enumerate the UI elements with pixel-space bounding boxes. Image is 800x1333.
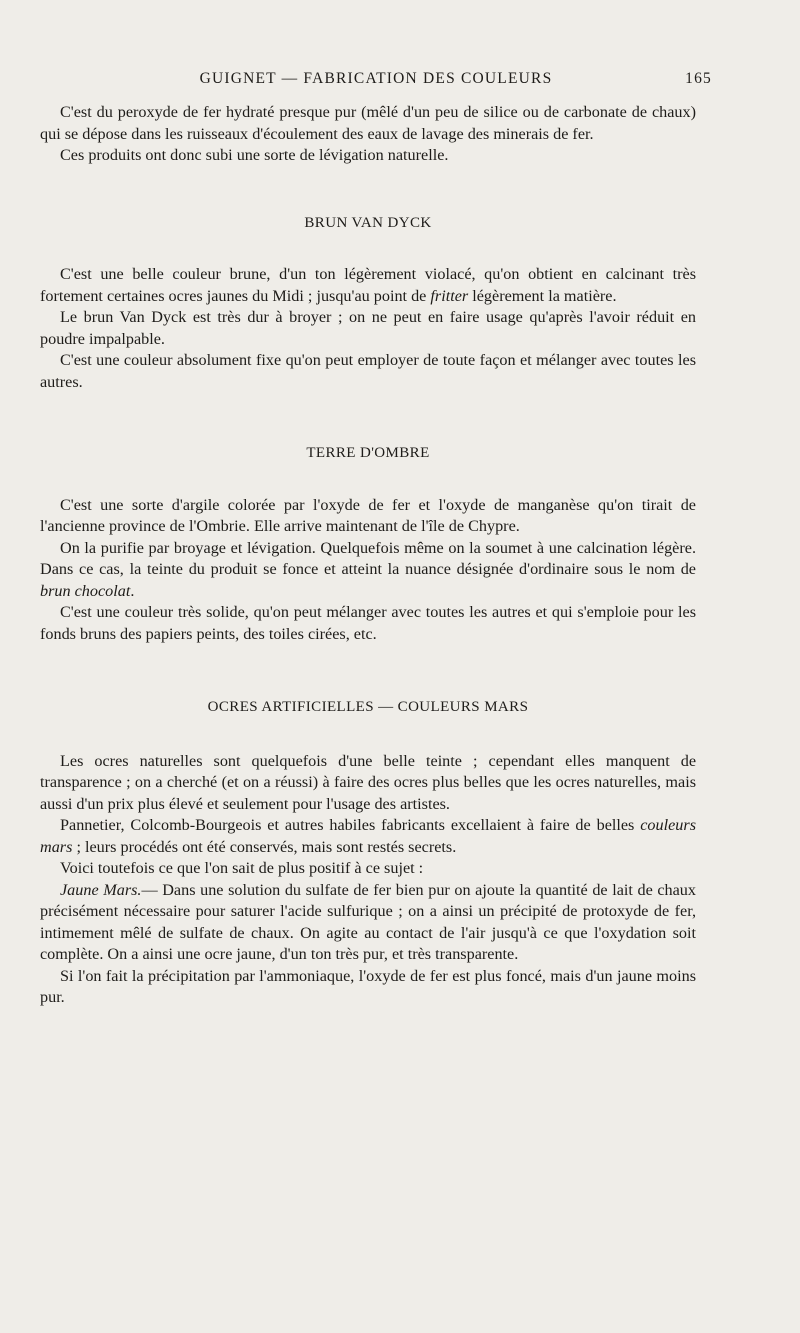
text-run: légèrement la matière. — [468, 286, 617, 305]
page-number: 165 — [685, 70, 712, 87]
paragraph: Le brun Van Dyck est très dur à broyer ; on ne peut en faire usage qu'après l'avoir réduit en poudre impalpable. — [40, 308, 696, 348]
paragraph: Voici toutefois ce que l'on sait de plus positif à ce sujet : — [60, 859, 424, 877]
text-run: Pannetier, Colcomb-Bourgeois et autres habiles fabricants excellaient à faire de belles — [60, 816, 641, 834]
italic-term: couleurs mars — [40, 816, 696, 856]
paragraph — [40, 815, 696, 858]
paragraph — [40, 880, 696, 966]
paragraph: Les ocres naturelles sont quelquefois d'une belle teinte ; cependant elles manquent de transparence ; on a cherché (et on a réussi) à faire des ocres plus belles que les ocres naturelles, mais aussi d'un prix plus élevé et seulement pour l'usage des artistes. — [40, 751, 696, 813]
paragraph: C'est une couleur très solide, qu'on peut mélanger avec toutes les autres et qui s'emploie pour les fonds bruns des papiers peints, des toiles cirées, etc. — [40, 603, 696, 643]
section-heading-terre-d-ombre: TERRE D'OMBRE — [306, 445, 430, 461]
running-title: GUIGNET — FABRICATION DES COULEURS — [199, 70, 553, 87]
section-heading-brun-van-dyck: BRUN VAN DYCK — [304, 214, 432, 231]
paragraph: C'est du peroxyde de fer hydraté presque pur (mêlé d'un peu de silice ou de carbonate de chaux) qui se dépose dans les ruisseaux d'écoulement des eaux de lavage des minerais de fer. — [40, 103, 696, 143]
text-run: — Dans une solution du sulfate de fer bien pur on ajoute la quantité de lait de chaux précisément nécessaire pour saturer l'acide sulfurique ; on a ainsi un précipité de protoxyde de fer, intimement mêlé de sulfate de chaux. On agite au contact de l'air jusqu'à ce que l'oxydation soit complète. On a ainsi une ocre jaune, d'un ton très pur, et très transparente. — [40, 880, 696, 963]
paragraph — [40, 538, 696, 603]
text-run: C'est une belle couleur brune, d'un ton légèrement violacé, qu'on obtient en calcinant très fortement certaines ocres jaunes du Midi ; jusqu'au point de — [40, 265, 696, 305]
paragraph: C'est une sorte d'argile colorée par l'oxyde de fer et l'oxyde de manganèse qu'on tirait de l'ancienne province de l'Ombrie. Elle arrive maintenant de l'île de Chypre. — [40, 495, 696, 535]
italic-term: brun chocolat — [40, 581, 131, 600]
paragraph — [40, 264, 696, 307]
italic-term: fritter — [430, 286, 469, 305]
text-run: . — [130, 581, 135, 600]
text-run: ; leurs procédés ont été conservés, mais sont restés secrets. — [72, 837, 457, 856]
paragraph: Ces produits ont donc subi une sorte de lévigation naturelle. — [60, 146, 449, 164]
page-body — [40, 102, 696, 1009]
italic-term: Jaune Mars. — [60, 880, 142, 899]
text-run: On la purifie par broyage et lévigation. Quelquefois même on la soumet à une calcination légère. Dans ce cas, la teinte du produit se fonce et atteint la nuance désignée d'ordinaire sous le nom de — [40, 538, 696, 578]
paragraph: C'est une couleur absolument fixe qu'on peut employer de toute façon et mélanger avec toutes les autres. — [40, 351, 696, 391]
paragraph: Si l'on fait la précipitation par l'ammoniaque, l'oxyde de fer est plus foncé, mais d'un jaune moins pur. — [40, 966, 696, 1006]
section-heading-ocres-artificielles: OCRES ARTIFICIELLES — COULEURS MARS — [207, 699, 529, 715]
